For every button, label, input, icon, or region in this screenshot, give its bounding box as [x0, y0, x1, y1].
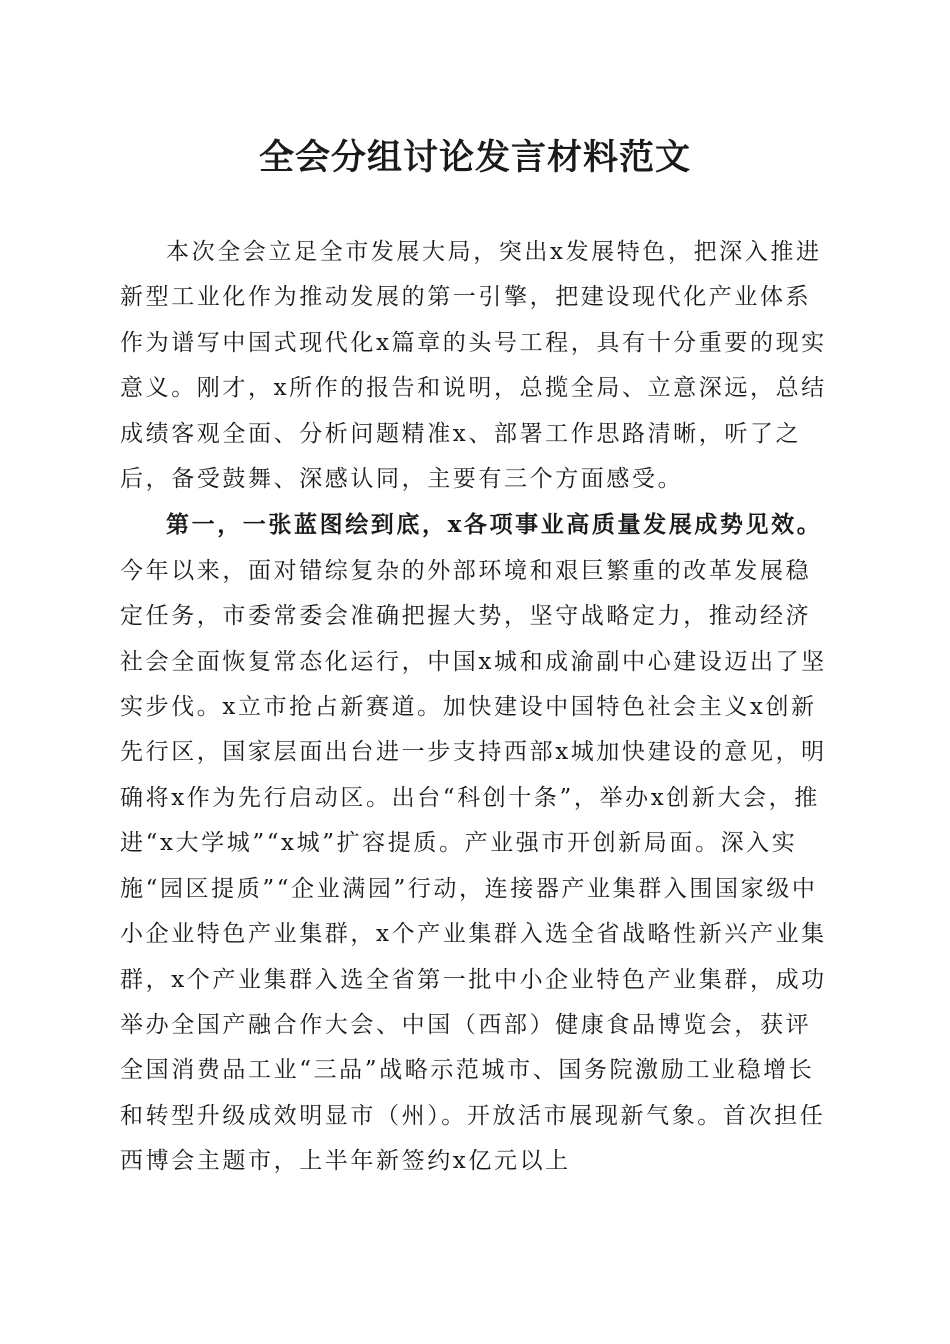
paragraph-lead-sentence: 第一，一张蓝图绘到底，x各项事业高质量发展成势见效。 [166, 511, 823, 539]
paragraph-body-text: 今年以来，面对错综复杂的外部环境和艰巨繁重的改革发展稳定任务，市委常委会准确把握大势，坚守战略定力，推动经济社会全面恢复常态化运行，中国x城和成渝副中心建设迈出了坚实步伐。x立市抢占新赛道。加快建设中国特色社会主义x创新先行区，国家层面出台进一步支持西部x城加快建设的意见，明确将x作为先行启动区。出台“科创十条”，举办x创新大会，推进“x大学城”“x城”扩容提质。产业强市开创新局面。深入实施“园区提质”“企业满园”行动，连接器产业集群入围国家级中小企业特色产业集群，x个产业集群入选全省战略性新兴产业集群，x个产业集群入选全省第一批中小企业特色产业集群，成功举办全国产融合作大会、中国（西部）健康食品博览会，获评全国消费品工业“三品”战略示范城市、国务院激励工业稳增长和转型升级成效明显市（州）。开放活市展现新气象。首次担任西博会主题市，上半年新签约x亿元以上 [120, 557, 827, 1175]
paragraph-first-point [120, 502, 832, 1184]
paragraph-intro: 本次全会立足全市发展大局，突出x发展特色，把深入推进新型工业化作为推动发展的第一引擎，把建设现代化产业体系作为谱写中国式现代化x篇章的头号工程，具有十分重要的现实意义。刚才，x所作的报告和说明，总揽全局、立意深远，总结成绩客观全面、分析问题精准x、部署工作思路清晰，听了之后，备受鼓舞、深感认同，主要有三个方面感受。 [120, 239, 827, 493]
document-body [120, 230, 832, 1185]
document-title: 全会分组讨论发言材料范文 [258, 137, 691, 178]
